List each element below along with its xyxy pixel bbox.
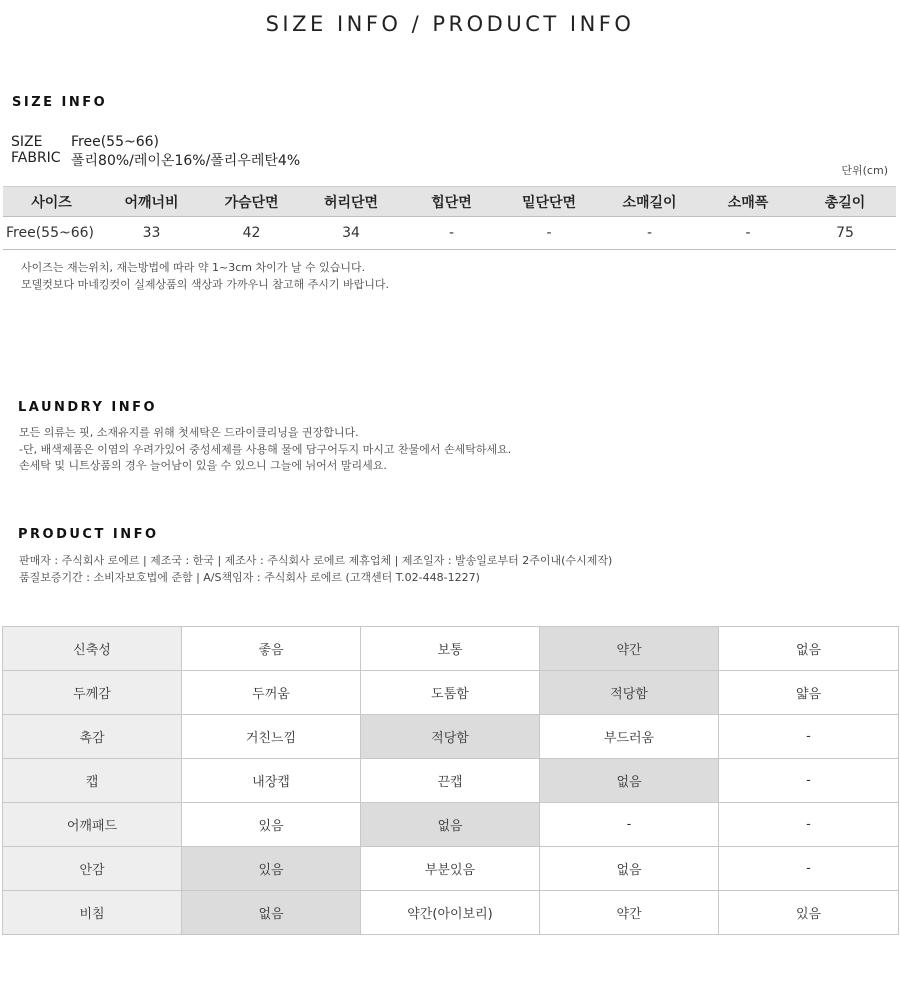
property-option: 얇음 [719,671,899,715]
property-label: 신축성 [3,627,182,671]
column-header: 사이즈 [3,187,100,217]
page-title: SIZE INFO / PRODUCT INFO [265,12,635,36]
property-option: - [719,847,899,891]
size-note: 모델컷보다 마네킹컷이 실제상품의 색상과 가까우니 참고해 주시기 바랍니다. [21,277,390,291]
property-row [3,759,899,803]
size-label: SIZE [11,134,43,150]
property-option: - [540,803,719,847]
property-row [3,671,899,715]
table-cell: - [501,217,597,250]
property-option: 없음 [182,891,361,935]
property-option: 약간(아이보리) [361,891,540,935]
laundry-info-heading: LAUNDRY INFO [18,400,158,415]
column-header: 소매길이 [597,187,702,217]
property-option: 두꺼움 [182,671,361,715]
fabric-spec [11,150,300,170]
property-option: 적당함 [361,715,540,759]
property-table [2,626,899,935]
column-header: 힙단면 [402,187,501,217]
property-option: 있음 [719,891,899,935]
property-option: - [719,715,899,759]
property-option: 약간 [540,627,719,671]
size-table-header [3,187,896,217]
property-option: 있음 [182,803,361,847]
property-row [3,715,899,759]
column-header: 허리단면 [300,187,402,217]
property-label: 캡 [3,759,182,803]
column-header: 밑단단면 [501,187,597,217]
size-notes [21,260,389,293]
table-cell: 75 [794,217,896,250]
property-option: 내장캡 [182,759,361,803]
property-option: 보통 [361,627,540,671]
property-option: 있음 [182,847,361,891]
table-cell: 33 [100,217,203,250]
table-cell: - [402,217,501,250]
column-header: 총길이 [794,187,896,217]
property-option: 없음 [719,627,899,671]
table-cell: - [597,217,702,250]
column-header: 소매폭 [702,187,794,217]
fabric-value: 폴리80%/레이온16%/폴리우레탄4% [71,153,301,169]
laundry-line: 손세탁 및 니트상품의 경우 늘어남이 있을 수 있으니 그늘에 뉘어서 말리세요. [19,459,387,472]
property-row [3,803,899,847]
property-option: - [719,759,899,803]
property-label: 두께감 [3,671,182,715]
column-header: 어깨너비 [100,187,203,217]
product-notes [19,553,612,586]
property-option: 끈캡 [361,759,540,803]
property-option: 부드러움 [540,715,719,759]
laundry-line: -단, 배색제품은 이염의 우려가있어 중성세제를 사용해 물에 담구어두지 마시고 찬물에서 손세탁하세요. [19,442,512,456]
property-option: 거친느낌 [182,715,361,759]
size-note: 사이즈는 재는위치, 재는방법에 따라 약 1~3cm 차이가 날 수 있습니다. [21,261,366,274]
table-row [3,217,896,250]
column-header: 가슴단면 [203,187,300,217]
table-cell: - [702,217,794,250]
laundry-line: 모든 의류는 핏, 소재유지를 위해 첫세탁은 드라이클리닝을 권장합니다. [19,426,359,439]
property-option: 좋음 [182,627,361,671]
property-option: 약간 [540,891,719,935]
property-row [3,891,899,935]
property-option: 부분있음 [361,847,540,891]
product-info-heading: PRODUCT INFO [18,527,159,542]
property-option: 없음 [361,803,540,847]
property-option: 도톰함 [361,671,540,715]
table-cell: 42 [203,217,300,250]
fabric-label: FABRIC [11,150,61,166]
property-option: 없음 [540,759,719,803]
unit-label: 단위(cm) [841,164,888,177]
property-option: - [719,803,899,847]
laundry-notes [19,425,511,475]
table-cell: Free(55~66) [3,217,100,250]
property-label: 비침 [3,891,182,935]
property-row [3,847,899,891]
product-line: 판매자 : 주식회사 로에르 | 제조국 : 한국 | 제조사 : 주식회사 로에르 제휴업체 | 제조일자 : 발송일로부터 2주이내(수시제작) [19,554,613,567]
property-label: 촉감 [3,715,182,759]
property-label: 안감 [3,847,182,891]
property-label: 어깨패드 [3,803,182,847]
property-option: 없음 [540,847,719,891]
size-spec [11,134,159,150]
size-value: Free(55~66) [71,134,159,150]
size-info-heading: SIZE INFO [12,95,108,110]
property-option: 적당함 [540,671,719,715]
size-table [3,186,896,250]
table-cell: 34 [300,217,402,250]
property-row [3,627,899,671]
product-line: 품질보증기간 : 소비자보호법에 준함 | A/S책임자 : 주식회사 로에르 (고객센터 T.02-448-1227) [19,570,480,584]
